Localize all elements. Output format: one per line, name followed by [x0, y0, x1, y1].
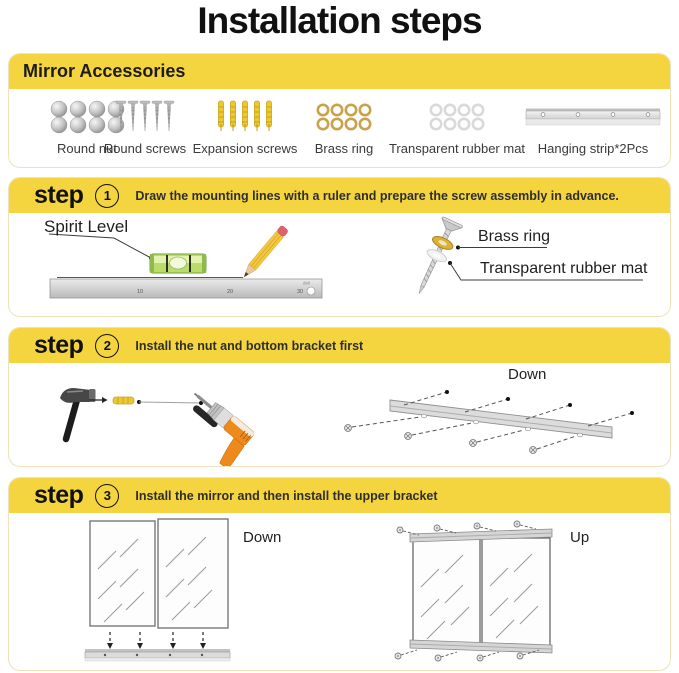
expansion-anchor-icon: [113, 397, 134, 404]
step-number-badge: 3: [95, 484, 119, 508]
accessory-hanging-strip: [517, 97, 669, 156]
step-number-badge: 1: [95, 184, 119, 208]
screw-head-icon: [517, 653, 523, 659]
step2-header: [9, 328, 670, 363]
step3-up-label: Up: [570, 529, 590, 546]
round-screws-icon: [114, 100, 176, 134]
down-arrows-icon: [107, 632, 206, 649]
screw-head-icon: [345, 425, 352, 432]
step2-body: [9, 363, 670, 467]
accessory-label: Expansion screws: [192, 141, 298, 156]
accessory-label: Round nut: [57, 141, 117, 156]
page-title: Installation steps: [197, 0, 482, 41]
screw-head-icon: [405, 433, 412, 440]
bottom-bracket-icon: [390, 400, 612, 438]
hanging-strip-icon: [523, 104, 663, 130]
drill-icon: [171, 387, 257, 467]
step2-illustration: [9, 363, 670, 467]
accessory-label: Brass ring: [314, 141, 374, 156]
step-word: step: [34, 481, 84, 509]
pencil-icon: [241, 225, 289, 280]
accessories-header-label: Mirror Accessories: [23, 61, 186, 81]
step2-down-label: Down: [508, 366, 547, 383]
step-number-badge: 2: [95, 334, 119, 358]
bottom-strip-left-icon: [85, 649, 230, 661]
step2-panel: [8, 327, 671, 467]
step1-panel: [8, 177, 671, 317]
mirror-pair-left-icon: [90, 519, 228, 628]
step-word: step: [34, 331, 84, 359]
step-description: Draw the mounting lines with a ruler and prepare the screw assembly in advance.: [135, 188, 619, 203]
accessory-label: Hanging strip*2Pcs: [537, 141, 649, 156]
rubber-mat-label: Transparent rubber mat: [480, 260, 648, 277]
screw-head-icon: [434, 525, 440, 531]
screw-head-icon: [477, 655, 483, 661]
brass-ring-label: Brass ring: [478, 228, 551, 245]
screw-head-icon: [514, 521, 520, 527]
spirit-level-icon: [150, 254, 206, 273]
screw-head-icon: [530, 447, 537, 454]
expansion-screws-icon: [214, 100, 276, 134]
accessory-label: Round screws: [103, 141, 187, 156]
ruler-number: 10: [137, 289, 144, 295]
step1-header: [9, 178, 670, 213]
accessory-label: Transparent rubber mat: [388, 141, 526, 156]
step-description: Install the mirror and then install the upper bracket: [135, 488, 438, 503]
screw-assembly-icon: [409, 217, 463, 299]
step-description: Install the nut and bottom bracket first: [135, 338, 364, 353]
step3-header: [9, 478, 670, 513]
screw-head-icon: [395, 653, 401, 659]
accessory-rubber-mat: [377, 97, 537, 156]
mirror-pair-right-icon: [413, 538, 550, 646]
ruler-brand: deli: [303, 280, 311, 286]
ruler-number: 30: [297, 289, 304, 295]
step3-panel: [8, 477, 671, 671]
accessories-body: [9, 89, 670, 167]
screw-head-icon: [435, 655, 441, 661]
ruler-icon: [50, 279, 322, 298]
brass-ring-icon: [314, 102, 374, 132]
screw-head-icon: [397, 527, 403, 533]
rubber-mat-icon: [427, 102, 487, 132]
accessories-header: [9, 54, 670, 89]
step-word: step: [34, 181, 84, 209]
ruler-number: 20: [227, 289, 234, 295]
step3-down-label: Down: [243, 529, 282, 546]
spirit-level-label: Spirit Level: [44, 217, 129, 236]
accessories-panel: [8, 53, 671, 168]
screw-head-icon: [474, 523, 480, 529]
screw-head-icon: [470, 440, 477, 447]
hammer-icon: [60, 388, 96, 439]
